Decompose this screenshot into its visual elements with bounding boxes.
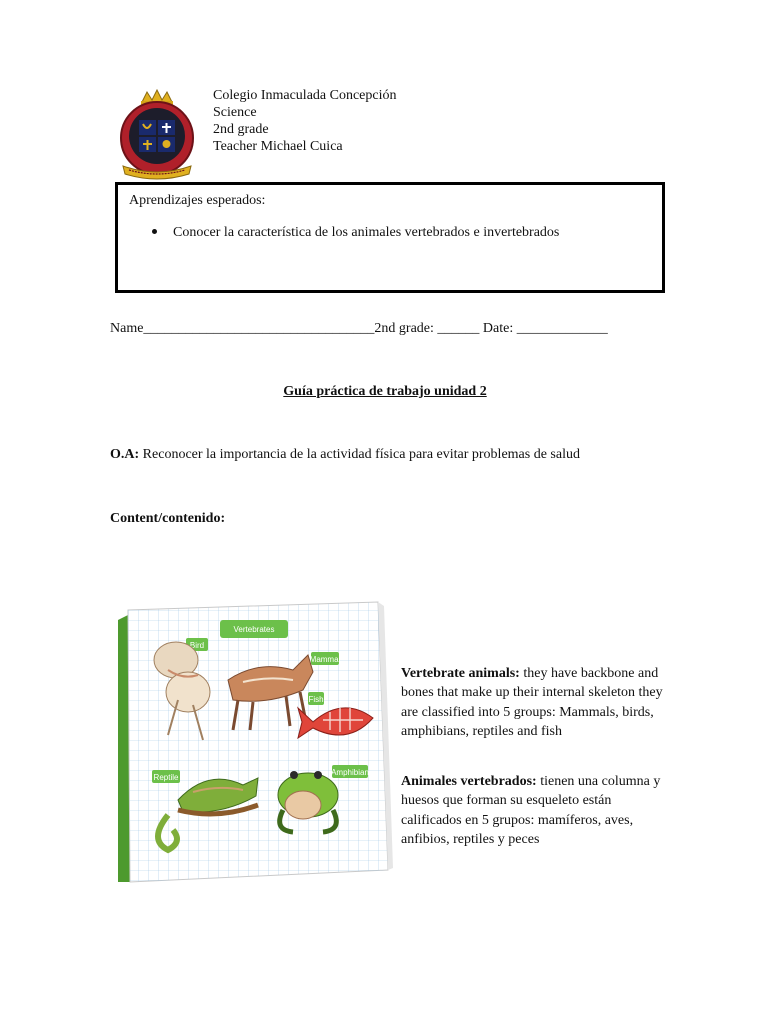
- english-paragraph: [401, 664, 671, 741]
- english-paragraph-label: Vertebrate animals:: [401, 666, 520, 681]
- spanish-paragraph-label: Animales vertebrados:: [401, 774, 537, 789]
- learning-objectives-box: [115, 182, 665, 293]
- label-bird-text: Bird: [189, 641, 205, 650]
- bullet-dot-icon: [152, 229, 157, 234]
- subject-name: Science: [213, 105, 257, 120]
- label-amphibian-text: Amphibian: [331, 768, 369, 777]
- objectives-bullet-item: [152, 225, 559, 241]
- spanish-paragraph-text: tienen una columna y huesos que forman su esqueleto están calificados en 5 grupos: mamíferos, aves, anfibios, reptiles y peces: [401, 774, 661, 847]
- english-paragraph-text: they have backbone and bones that make up their internal skeleton they are classified into 5 groups: Mammals, birds, amphibians, reptiles and fish: [401, 666, 663, 739]
- objectives-bullet-text: Conocer la característica de los animales vertebrados e invertebrados: [173, 225, 560, 240]
- student-info-line: Name_________________________________2nd grade: ______ Date: _____________: [110, 321, 608, 336]
- spanish-paragraph: [401, 772, 671, 849]
- label-fish-text: Fish: [308, 695, 324, 704]
- teacher-name: Teacher Michael Cuica: [213, 139, 343, 154]
- content-heading: Content/contenido:: [110, 511, 226, 526]
- school-header: [213, 87, 397, 155]
- learning-goal: [110, 447, 580, 463]
- label-mammal-text: Mammal: [309, 655, 341, 664]
- vertebrates-book-illustration: [108, 600, 393, 885]
- learning-goal-text: Reconocer la importancia de la actividad física para evitar problemas de salud: [139, 447, 580, 462]
- grade-level: 2nd grade: [213, 122, 269, 137]
- vertebrates-banner-text: Vertebrates: [233, 625, 275, 634]
- school-name: Colegio Inmaculada Concepción: [213, 88, 397, 103]
- learning-goal-label: O.A:: [110, 447, 140, 462]
- school-crest-logo: [117, 88, 197, 180]
- objectives-title: Aprendizajes esperados:: [129, 193, 266, 208]
- label-reptile-text: Reptile: [153, 773, 179, 782]
- guide-title: Guía práctica de trabajo unidad 2: [283, 384, 487, 399]
